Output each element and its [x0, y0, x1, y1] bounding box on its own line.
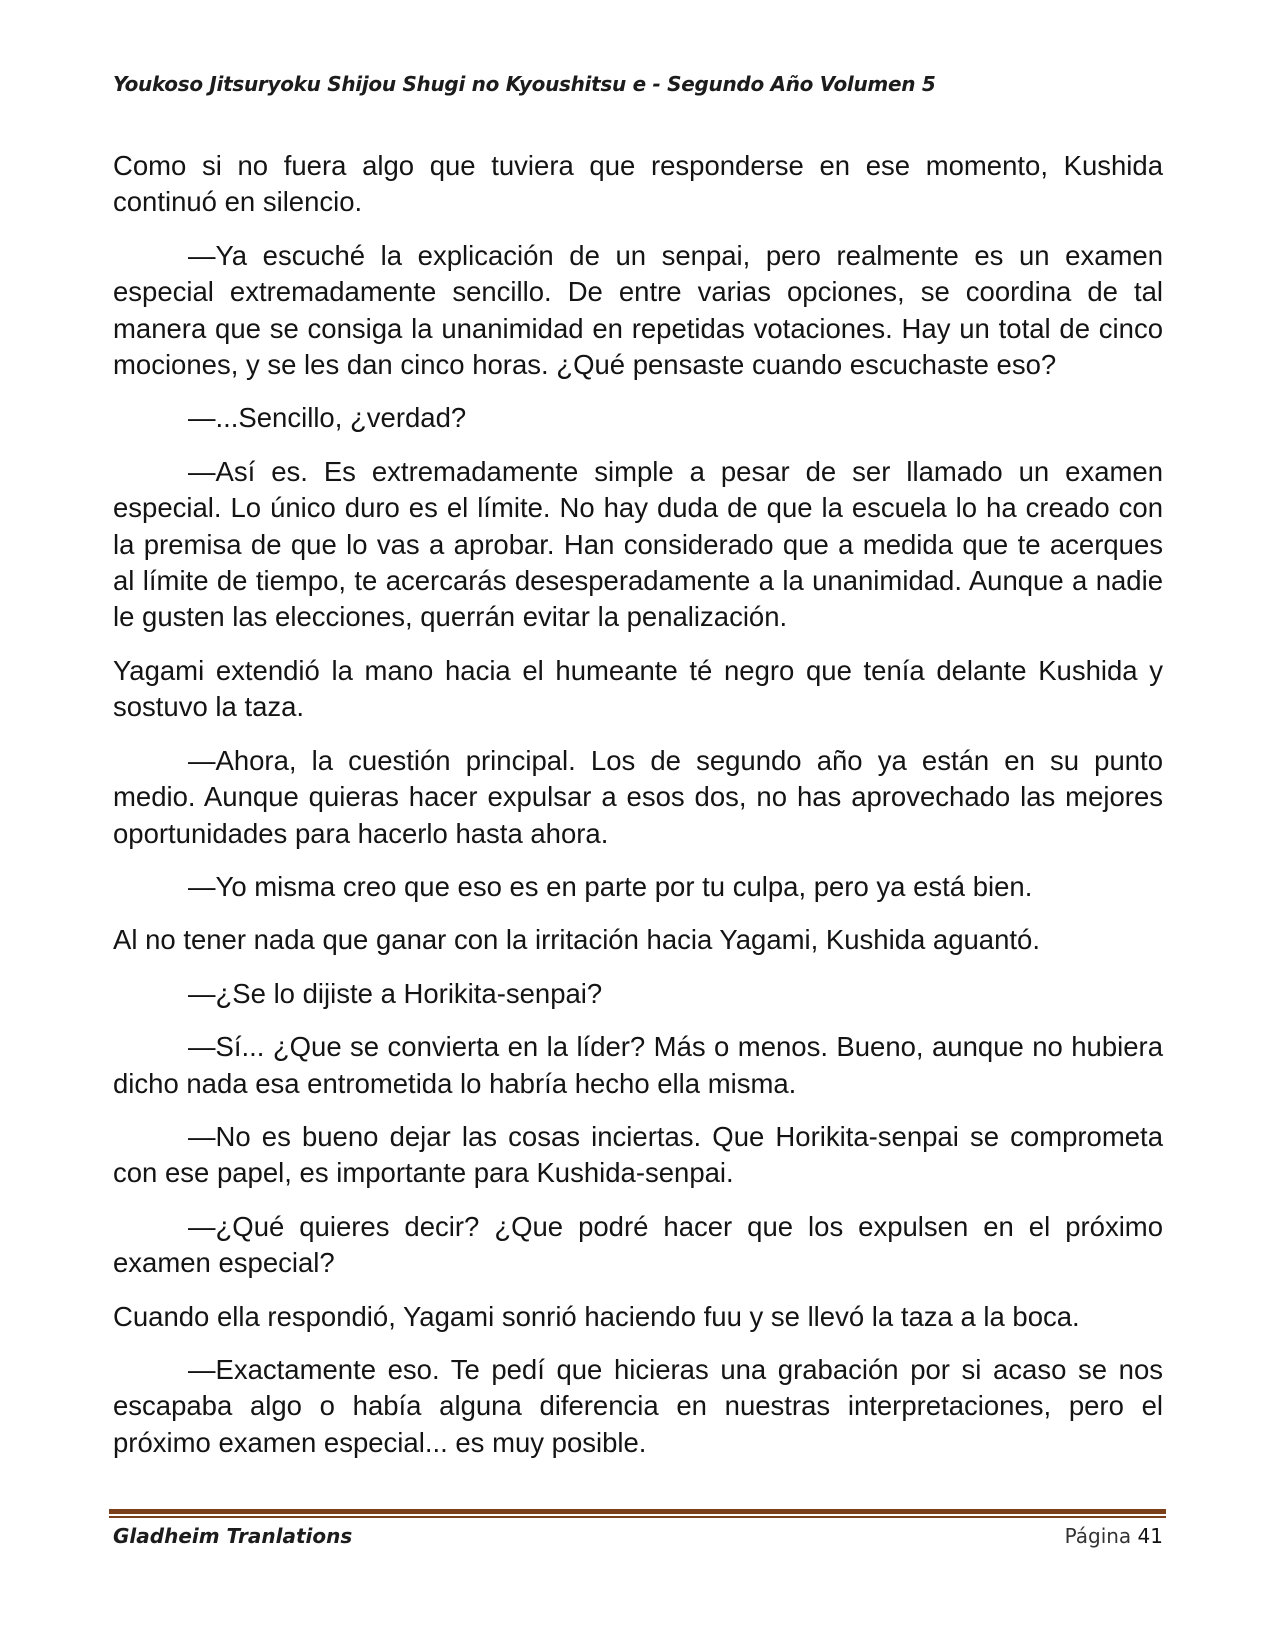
dialogue-paragraph: —...Sencillo, ¿verdad? [188, 402, 467, 434]
footer-divider [109, 1509, 1166, 1518]
page-number-block [1065, 1524, 1163, 1548]
footer-credit: Gladheim Tranlations [113, 1524, 353, 1548]
dialogue-paragraph: —¿Se lo dijiste a Horikita-senpai? [188, 977, 603, 1009]
dialogue-paragraph: —Así es. Es extremadamente simple a pesar de ser llamado un examen especial. Lo único duro es el límite. No hay duda de que la escuela lo ha creado con la premisa de que lo vas a aprobar. Han considerado que a medida que te acerques al límite de tiempo, te acercarás desesperadamente a la unanimidad. Aunque a nadie le gusten las elecciones, querrán evitar la penalización. [113, 455, 1163, 633]
body-text [113, 148, 1163, 1478]
dialogue-paragraph: —No es bueno dejar las cosas inciertas. Que Horikita-senpai se comprometa con ese papel, es importante para Kushida-senpai. [113, 1120, 1163, 1189]
footer-divider-thin [109, 1516, 1166, 1518]
paragraph: Como si no fuera algo que tuviera que responderse en ese momento, Kushida continuó en silencio. [113, 150, 1163, 218]
footer-divider-thick [109, 1509, 1166, 1514]
dialogue-paragraph: —Ahora, la cuestión principal. Los de segundo año ya están en su punto medio. Aunque quieras hacer expulsar a esos dos, no has aprovechado las mejores oportunidades para hacerlo hasta ahora. [113, 744, 1163, 849]
dialogue-paragraph: —Sí... ¿Que se convierta en la líder? Más o menos. Bueno, aunque no hubiera dicho nada esa entrometida lo habría hecho ella misma. [113, 1031, 1163, 1099]
page-number: 41 [1137, 1524, 1163, 1548]
dialogue-paragraph: —Ya escuché la explicación de un senpai, pero realmente es un examen especial extremadamente sencillo. De entre varias opciones, se coordina de tal manera que se consiga la unanimidad en repetidas votaciones. Hay un total de cinco mociones, y se les dan cinco horas. ¿Qué pensaste cuando escuchaste eso? [113, 239, 1163, 381]
page-header-title: Youkoso Jitsuryoku Shijou Shugi no Kyoushitsu e - Segundo Año Volumen 5 [113, 72, 936, 96]
dialogue-paragraph: —¿Qué quieres decir? ¿Que podré hacer que los expulsen en el próximo examen especial? [113, 1210, 1163, 1279]
paragraph: Yagami extendió la mano hacia el humeante té negro que tenía delante Kushida y sostuvo la taza. [113, 654, 1163, 723]
dialogue-paragraph: —Yo misma creo que eso es en parte por tu culpa, pero ya está bien. [188, 870, 1033, 902]
paragraph: Al no tener nada que ganar con la irritación hacia Yagami, Kushida aguantó. [113, 924, 1040, 956]
page-label: Página [1064, 1524, 1132, 1548]
paragraph: Cuando ella respondió, Yagami sonrió haciendo fuu y se llevó la taza a la boca. [113, 1300, 1080, 1332]
dialogue-paragraph: —Exactamente eso. Te pedí que hicieras una grabación por si acaso se nos escapaba algo o había alguna diferencia en nuestras interpretaciones, pero el próximo examen especial... es muy posible. [113, 1353, 1163, 1458]
